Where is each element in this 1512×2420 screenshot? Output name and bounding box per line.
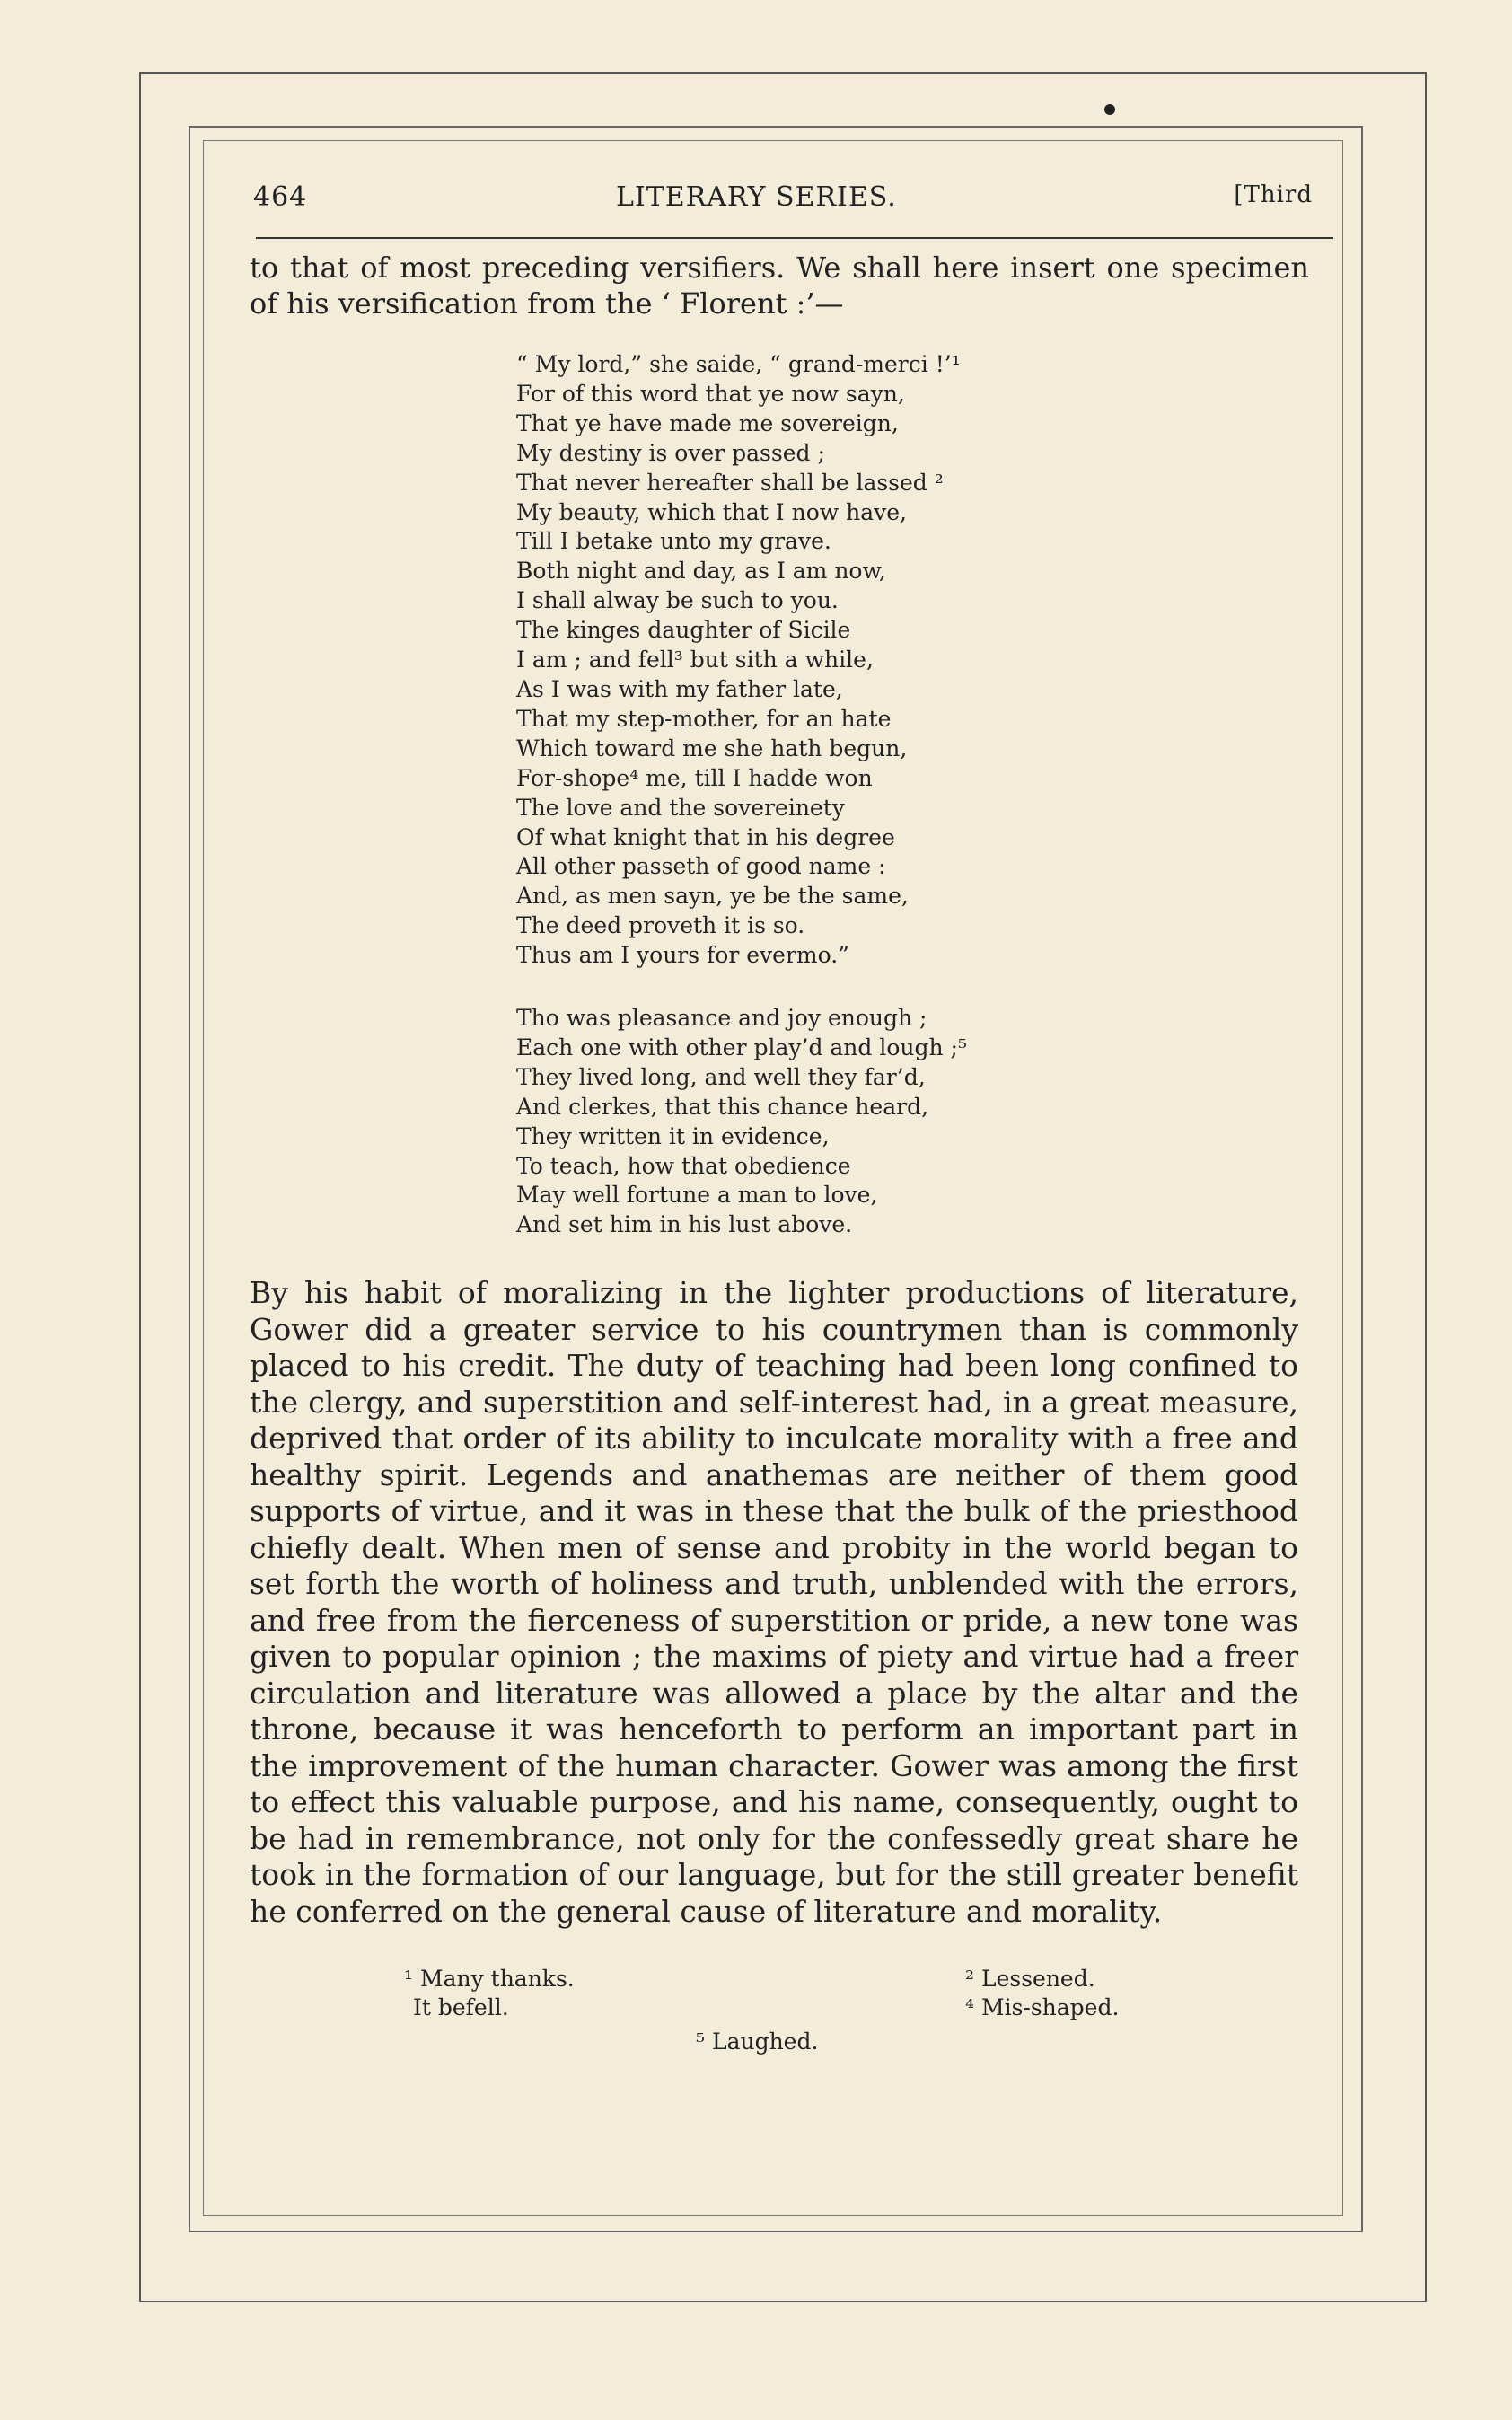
verse-line: The deed proveth it is so. (516, 912, 805, 939)
verse-line: To teach, how that obedience (516, 1152, 851, 1179)
header-rule (256, 237, 1333, 239)
verse-line: Thus am I yours for evermo.” (516, 942, 849, 969)
verse-line: All other passeth of good name : (516, 853, 886, 880)
verse-stanza-2 (516, 1004, 1145, 1240)
verse-line: Both night and day, as I am now, (516, 558, 886, 585)
verse-line: “ My lord,” she saide, “ grand-merci !’¹ (516, 351, 961, 377)
verse-line: My destiny is over passed ; (516, 439, 825, 466)
footnote-5: ⁵ Laughed. (696, 2028, 819, 2055)
intro-text: to that of most preceding versifiers. We shall here insert one specimen of his versification from the ‘ Florent :’— (250, 251, 1309, 321)
footnotes (404, 1965, 1167, 2072)
footnote-4: ⁴ Mis-shaped. (965, 1994, 1120, 2020)
verse-line: That my step-mother, for an hate (516, 705, 892, 732)
verse-line: The kinges daughter of Sicile (516, 617, 851, 644)
verse-line: Of what knight that in his degree (516, 823, 895, 850)
verse-line: Each one with other play’d and lough ;⁵ (516, 1034, 968, 1060)
footnote-2: ² Lessened. (965, 1966, 1095, 1992)
verse-line: Tho was pleasance and joy enough ; (516, 1005, 927, 1031)
verse-line: For of this word that ye now sayn, (516, 380, 905, 407)
running-title: LITERARY SERIES. (616, 181, 897, 213)
ink-dot (1104, 104, 1115, 115)
verse-line: That never hereafter shall be lassed ² (516, 469, 944, 496)
section-label: [Third (1234, 181, 1313, 208)
intro-paragraph (250, 250, 1309, 321)
verse-line: And clerkes, that this chance heard, (516, 1093, 929, 1120)
verse-line: For-shope⁴ me, till I hadde won (516, 764, 873, 791)
verse-line: Which toward me she hath begun, (516, 735, 908, 761)
verse-line: And, as men sayn, ye be the same, (516, 883, 909, 910)
verse-line: I am ; and fell³ but sith a while, (516, 647, 874, 673)
verse-line: They written it in evidence, (516, 1122, 830, 1149)
footnote-1: ¹ Many thanks. (404, 1966, 575, 1992)
verse-line: I shall alway be such to you. (516, 587, 839, 614)
verse-line: Till I betake unto my grave. (516, 528, 831, 555)
footnote-3: It befell. (413, 1994, 509, 2020)
verse-line: May well fortune a man to love, (516, 1182, 878, 1209)
verse-line: As I was with my father late, (516, 675, 843, 702)
verse-line: The love and the sovereinety (516, 794, 845, 821)
page-header (253, 176, 1313, 221)
verse-line: My beauty, which that I now have, (516, 498, 907, 525)
body-text: By his habit of moralizing in the lighter productions of literature, Gower did a greater service to his countrymen than is commonly placed to his credit. The duty of teaching had been long confined to the clergy, and superstition and self-interest had, in a great measure, deprived that order of its ability to inculcate morality with a free and healthy spirit. Legends and anathemas are neither of them good supports of virtue, and it was in these that the bulk of the priesthood chiefly dealt. When men of sense and probity in the world began to set forth the worth of holiness and truth, unblended with the errors, and free from the fierceness of superstition or pride, a new tone was given to popular opinion ; the maxims of piety and virtue had a freer circulation and literature was allowed a place by the altar and the throne, because it was henceforth to perform an important part in the improvement of the human character. Gower was among the first to effect this valuable purpose, and his name, consequently, ought to be had in remembrance, not only for the confessedly great share he took in the formation of our language, but for the still greater benefit he conferred on the general cause of literature and morality. (250, 1275, 1298, 1929)
verse-line: And set him in his lust above. (516, 1211, 853, 1238)
body-paragraph (250, 1275, 1298, 1930)
verse-line: They lived long, and well they far’d, (516, 1063, 926, 1090)
page-number: 464 (253, 181, 308, 213)
verse-stanza-1 (516, 350, 1145, 971)
verse-line: That ye have made me sovereign, (516, 409, 899, 436)
